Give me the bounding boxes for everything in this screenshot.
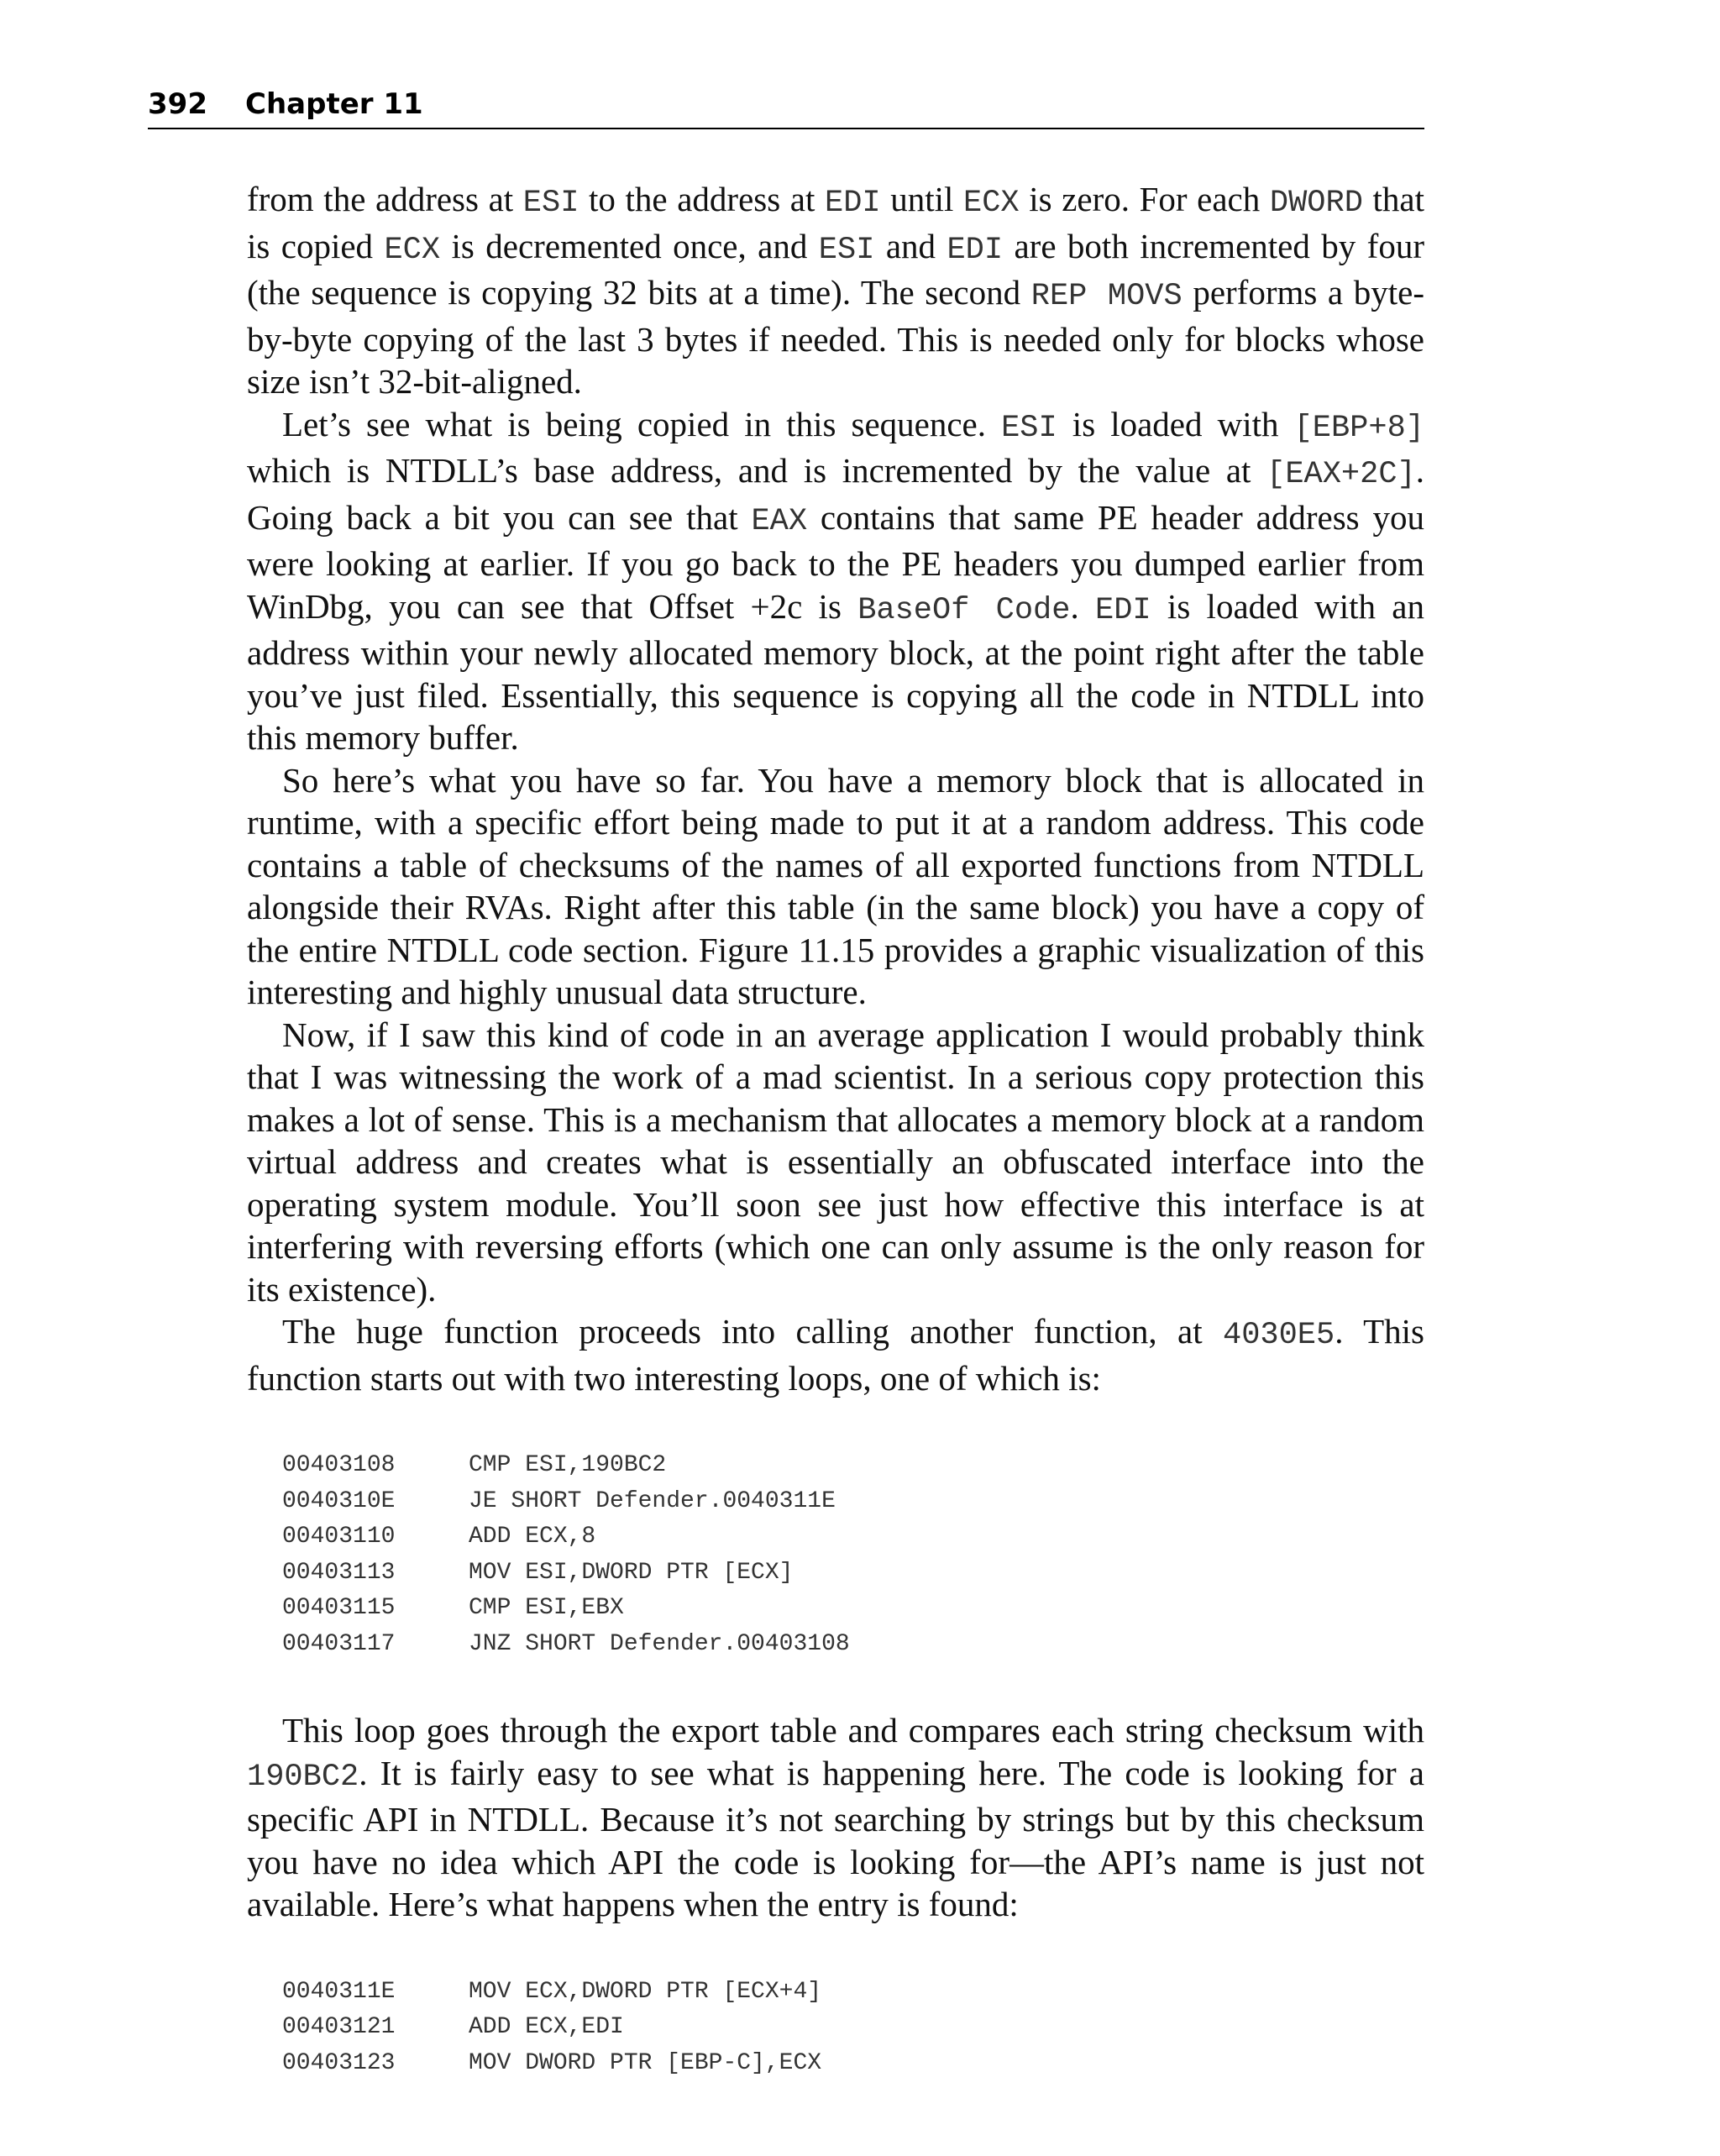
code-address: 0040310E [282, 1487, 396, 1514]
inline-code: 190BC2 [247, 1759, 359, 1795]
code-instruction: JE SHORT Defender.0040311E [469, 1487, 836, 1514]
paragraph: Let’s see what is being copied in this sequence. ESI is loaded with [EBP+8] which is NTDLL’s base address, and is incremented by the value at [EAX+2C]. Going back a bit you can see that EAX contains that same PE header address you were looking at earlier. If you go back to the PE headers you dumped earlier from WinDbg, you can see that Offset +2c is BaseOf Code. EDI is loaded with an address within your newly allocated memory block, at the point right after the table you’ve just filed. Essentially, this sequence is copying all the code in NTDLL into this memory buffer. [247, 404, 1424, 757]
inline-code: EDI [947, 232, 1004, 268]
code-instruction: MOV ESI,DWORD PTR [ECX] [469, 1559, 794, 1586]
inline-code: ESI [522, 186, 579, 221]
code-address: 00403108 [282, 1452, 396, 1478]
code-line [282, 1591, 1424, 1627]
inline-code: EAX [751, 503, 808, 539]
paragraph: So here’s what you have so far. You have a memory block that is allocated in runtime, with a specific effort being made to put it at a random address. This code contains a table of checksums of the names of all exported functions from NTDLL alongside their RVAs. Right after this table (in the same block) you have a copy of the entire NTDLL code section. Figure 11.15 provides a graphic visualization of this interesting and highly unusual data structure. [247, 760, 1424, 1011]
code-address: 00403117 [282, 1630, 396, 1657]
code-line [282, 1519, 1424, 1555]
inline-code: EDI [1095, 592, 1151, 628]
inline-code: REP MOVS [1030, 279, 1182, 314]
code-line [282, 1555, 1424, 1592]
code-instruction: CMP ESI,190BC2 [469, 1452, 667, 1478]
code-line [282, 2046, 1424, 2082]
inline-code: 4030E5 [1222, 1318, 1335, 1353]
inline-code: ECX [963, 186, 1020, 221]
code-line [282, 2010, 1424, 2046]
chapter-title: Chapter 11 [245, 87, 423, 121]
code-instruction: ADD ECX,EDI [469, 2014, 624, 2040]
code-instruction: MOV DWORD PTR [EBP-C],ECX [469, 2049, 822, 2076]
code-address: 00403113 [282, 1559, 396, 1586]
code-address: 00403121 [282, 2014, 396, 2040]
code-address: 0040311E [282, 1978, 396, 2005]
code-listing [282, 1975, 1424, 2082]
paragraph: Now, if I saw this kind of code in an average application I would probably think that I was witnessing the work of a mad scientist. In a serious copy protection this makes a lot of sense. This is a mechanism that allocates a memory block at a random virtual address and creates what is essentially an obfuscated interface into the operating system module. You’ll soon see just how effective this interface is at interfering with reversing efforts (which one can only assume is the only reason for its existence). [247, 1015, 1424, 1309]
code-listing [282, 1448, 1424, 1662]
code-line [282, 1975, 1424, 2011]
paragraph: from the address at ESI to the address at EDI until ECX is zero. For each DWORD that is copied ECX is decremented once, and ESI and EDI are both incremented by four (the sequence is copying 32 bits at a time). The second REP MOVS performs a byte-by-byte copying of the last 3 bytes if needed. This is needed only for blocks whose size isn’t 32-bit-aligned. [247, 180, 1424, 401]
code-address: 00403123 [282, 2049, 396, 2076]
code-instruction: ADD ECX,8 [469, 1524, 596, 1550]
code-instruction: CMP ESI,EBX [469, 1595, 624, 1621]
code-address: 00403115 [282, 1595, 396, 1621]
running-header [148, 82, 1424, 129]
code-address: 00403110 [282, 1524, 396, 1550]
inline-code: EDI [824, 186, 881, 221]
inline-code: ESI [818, 232, 875, 268]
inline-code: DWORD [1269, 186, 1363, 221]
inline-code: BaseOf Code [857, 592, 1071, 628]
code-line [282, 1627, 1424, 1663]
inline-code: ESI [1001, 410, 1057, 446]
inline-code: [EBP+8] [1293, 410, 1424, 446]
paragraph: This loop goes through the export table and compares each string checksum with 190BC2. It is fairly easy to see what is happening here. The code is looking for a specific API in NTDLL. Because it’s not searching by strings but by this checksum you have no idea which API the code is looking for—the API’s name is just not available. Here’s what happens when the entry is found: [247, 1711, 1424, 1923]
inline-code: ECX [384, 232, 441, 268]
page-body [247, 178, 1424, 2128]
code-instruction: JNZ SHORT Defender.00403108 [469, 1630, 850, 1657]
code-line [282, 1484, 1424, 1520]
code-instruction: MOV ECX,DWORD PTR [ECX+4] [469, 1978, 822, 2005]
inline-code: [EAX+2C] [1266, 457, 1416, 492]
code-line [282, 1448, 1424, 1484]
paragraph: The huge function proceeds into calling another function, at 4030E5. This function starts out with two interesting loops, one of which is: [247, 1312, 1425, 1398]
page-number: 392 [148, 87, 207, 121]
